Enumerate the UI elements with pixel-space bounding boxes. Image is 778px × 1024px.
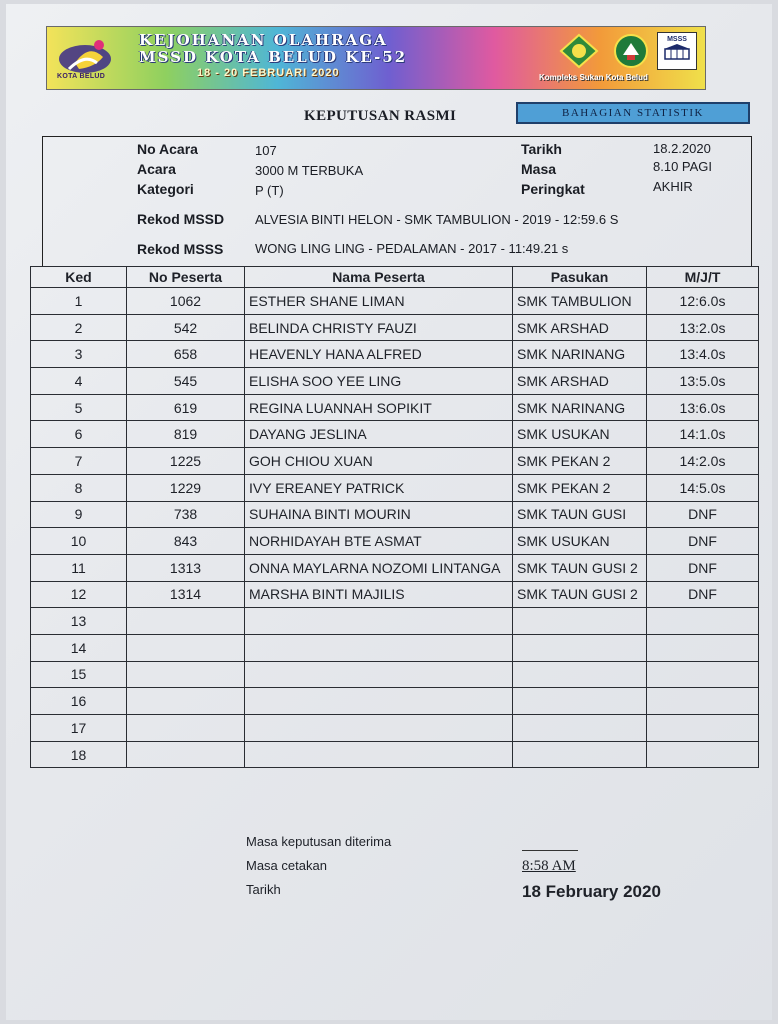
table-row (31, 474, 759, 501)
nama-peserta-cell: DAYANG JESLINA (245, 421, 513, 448)
column-header-nama-peserta: Nama Peserta (245, 267, 513, 288)
no-peserta-cell: 1225 (127, 448, 245, 475)
banner-title-line1: KEJOHANAN OLAHRAGA (139, 31, 388, 49)
rekod-mssd-value: ALVESIA BINTI HELON - SMK TAMBULION - 2019 - 12:59.6 S (255, 212, 619, 227)
nama-peserta-cell (245, 661, 513, 688)
tarikh-label: Tarikh (521, 141, 562, 157)
pasukan-cell: SMK USUKAN (513, 421, 647, 448)
printed-time-label: Masa cetakan (246, 858, 327, 873)
pasukan-cell: SMK TAMBULION (513, 288, 647, 315)
mjt-cell (647, 741, 759, 768)
no-peserta-cell: 545 (127, 368, 245, 395)
mjt-cell: 14:5.0s (647, 474, 759, 501)
ked-cell: 2 (31, 314, 127, 341)
pasukan-cell: SMK PEKAN 2 (513, 448, 647, 475)
received-time-line (522, 850, 578, 851)
table-header-row (31, 267, 759, 288)
table-row (31, 528, 759, 555)
pasukan-cell: SMK TAUN GUSI (513, 501, 647, 528)
ked-cell: 18 (31, 741, 127, 768)
rekod-msss-value: WONG LING LING - PEDALAMAN - 2017 - 11:49.21 s (255, 241, 569, 256)
nama-peserta-cell: HEAVENLY HANA ALFRED (245, 341, 513, 368)
no-peserta-cell: 1313 (127, 554, 245, 581)
masa-value: 8.10 PAGI (653, 159, 713, 174)
section-label: BAHAGIAN STATISTIK (516, 102, 750, 124)
ked-cell: 5 (31, 394, 127, 421)
pasukan-cell: SMK ARSHAD (513, 368, 647, 395)
table-row (31, 421, 759, 448)
mjt-cell: DNF (647, 581, 759, 608)
column-header-mjt: M/J/T (647, 267, 759, 288)
tarikh-value: 18.2.2020 (653, 141, 711, 156)
pasukan-cell (513, 634, 647, 661)
mjt-cell: DNF (647, 501, 759, 528)
mjt-cell: DNF (647, 528, 759, 555)
mjt-cell: 13:6.0s (647, 394, 759, 421)
mjt-cell: 13:2.0s (647, 314, 759, 341)
msss-building-icon (662, 43, 692, 61)
nama-peserta-cell (245, 608, 513, 635)
rekod-mssd-label: Rekod MSSD (137, 211, 225, 227)
pasukan-cell (513, 688, 647, 715)
pasukan-cell: SMK TAUN GUSI 2 (513, 581, 647, 608)
results-body (31, 288, 759, 768)
kategori-label: Kategori (137, 181, 194, 197)
mjt-cell: 13:5.0s (647, 368, 759, 395)
document-page (6, 4, 772, 1020)
mjt-cell: 14:1.0s (647, 421, 759, 448)
pasukan-cell (513, 741, 647, 768)
banner-venue: Kompleks Sukan Kota Belud (539, 73, 648, 82)
no-peserta-cell (127, 741, 245, 768)
table-row (31, 608, 759, 635)
pasukan-cell (513, 661, 647, 688)
ked-cell: 15 (31, 661, 127, 688)
nama-peserta-cell (245, 741, 513, 768)
ked-cell: 14 (31, 634, 127, 661)
pasukan-cell: SMK ARSHAD (513, 314, 647, 341)
nama-peserta-cell: ELISHA SOO YEE LING (245, 368, 513, 395)
table-row (31, 341, 759, 368)
ked-cell: 1 (31, 288, 127, 315)
mjt-cell (647, 661, 759, 688)
nama-peserta-cell: NORHIDAYAH BTE ASMAT (245, 528, 513, 555)
ked-cell: 8 (31, 474, 127, 501)
pasukan-cell: SMK USUKAN (513, 528, 647, 555)
no-peserta-cell (127, 715, 245, 742)
ked-cell: 3 (31, 341, 127, 368)
table-row (31, 448, 759, 475)
masa-label: Masa (521, 161, 557, 177)
no-peserta-cell: 619 (127, 394, 245, 421)
ked-cell: 12 (31, 581, 127, 608)
no-peserta-cell (127, 688, 245, 715)
peringkat-label: Peringkat (521, 181, 585, 197)
ked-cell: 6 (31, 421, 127, 448)
mjt-cell (647, 715, 759, 742)
msss-logo (657, 32, 697, 70)
no-peserta-cell: 843 (127, 528, 245, 555)
results-table (30, 266, 759, 768)
kategori-value: P (T) (255, 183, 284, 198)
table-row (31, 554, 759, 581)
table-row (31, 661, 759, 688)
no-peserta-cell: 819 (127, 421, 245, 448)
pasukan-cell: SMK NARINANG (513, 394, 647, 421)
no-peserta-cell: 738 (127, 501, 245, 528)
table-row (31, 581, 759, 608)
event-banner (46, 26, 706, 90)
received-time-label: Masa keputusan diterima (246, 834, 392, 849)
no-peserta-cell: 542 (127, 314, 245, 341)
pasukan-cell: SMK NARINANG (513, 341, 647, 368)
table-row (31, 741, 759, 768)
table-row (31, 394, 759, 421)
mjt-cell: 13:4.0s (647, 341, 759, 368)
no-peserta-cell (127, 661, 245, 688)
pasukan-cell: SMK TAUN GUSI 2 (513, 554, 647, 581)
table-row (31, 501, 759, 528)
rekod-msss-label: Rekod MSSS (137, 241, 224, 257)
nama-peserta-cell (245, 688, 513, 715)
nama-peserta-cell (245, 634, 513, 661)
table-row (31, 288, 759, 315)
no-peserta-cell: 658 (127, 341, 245, 368)
nama-peserta-cell: ESTHER SHANE LIMAN (245, 288, 513, 315)
mjt-cell: 14:2.0s (647, 448, 759, 475)
pasukan-cell (513, 608, 647, 635)
ked-cell: 10 (31, 528, 127, 555)
no-acara-value: 107 (255, 143, 277, 158)
pasukan-cell (513, 715, 647, 742)
ked-cell: 9 (31, 501, 127, 528)
nama-peserta-cell: IVY EREANEY PATRICK (245, 474, 513, 501)
table-row (31, 314, 759, 341)
mjt-cell: 12:6.0s (647, 288, 759, 315)
no-peserta-cell (127, 634, 245, 661)
column-header-no-peserta: No Peserta (127, 267, 245, 288)
school-emblem-icon (611, 33, 651, 69)
mjt-cell (647, 634, 759, 661)
banner-title-line2: MSSD KOTA BELUD KE-52 (139, 48, 408, 66)
nama-peserta-cell: BELINDA CHRISTY FAUZI (245, 314, 513, 341)
nama-peserta-cell: GOH CHIOU XUAN (245, 448, 513, 475)
no-peserta-cell: 1062 (127, 288, 245, 315)
nama-peserta-cell: SUHAINA BINTI MOURIN (245, 501, 513, 528)
no-peserta-cell: 1314 (127, 581, 245, 608)
acara-label: Acara (137, 161, 176, 177)
district-emblem-icon (559, 33, 599, 69)
banner-dates: 18 - 20 FEBRUARI 2020 (197, 67, 340, 79)
nama-peserta-cell: ONNA MAYLARNA NOZOMI LINTANGA (245, 554, 513, 581)
nama-peserta-cell: MARSHA BINTI MAJILIS (245, 581, 513, 608)
banner-logo-text: KOTA BELUD (57, 73, 106, 80)
no-acara-label: No Acara (137, 141, 198, 157)
mjt-cell: DNF (647, 554, 759, 581)
table-row (31, 368, 759, 395)
table-row (31, 688, 759, 715)
date-label: Tarikh (246, 882, 281, 897)
ked-cell: 16 (31, 688, 127, 715)
column-header-pasukan: Pasukan (513, 267, 647, 288)
column-header-ked: Ked (31, 267, 127, 288)
table-row (31, 715, 759, 742)
pasukan-cell: SMK PEKAN 2 (513, 474, 647, 501)
nama-peserta-cell (245, 715, 513, 742)
no-peserta-cell (127, 608, 245, 635)
ked-cell: 4 (31, 368, 127, 395)
ked-cell: 17 (31, 715, 127, 742)
nama-peserta-cell: REGINA LUANNAH SOPIKIT (245, 394, 513, 421)
acara-value: 3000 M TERBUKA (255, 163, 364, 178)
mjt-cell (647, 608, 759, 635)
printed-time-value: 8:58 AM (522, 858, 576, 874)
event-info-panel (42, 136, 752, 266)
mjt-cell (647, 688, 759, 715)
document-title: KEPUTUSAN RASMI (304, 108, 457, 124)
ked-cell: 11 (31, 554, 127, 581)
peringkat-value: AKHIR (653, 179, 693, 194)
date-value: 18 February 2020 (522, 882, 661, 901)
msss-logo-label: MSSS (667, 36, 687, 43)
table-row (31, 634, 759, 661)
ked-cell: 13 (31, 608, 127, 635)
no-peserta-cell: 1229 (127, 474, 245, 501)
ked-cell: 7 (31, 448, 127, 475)
